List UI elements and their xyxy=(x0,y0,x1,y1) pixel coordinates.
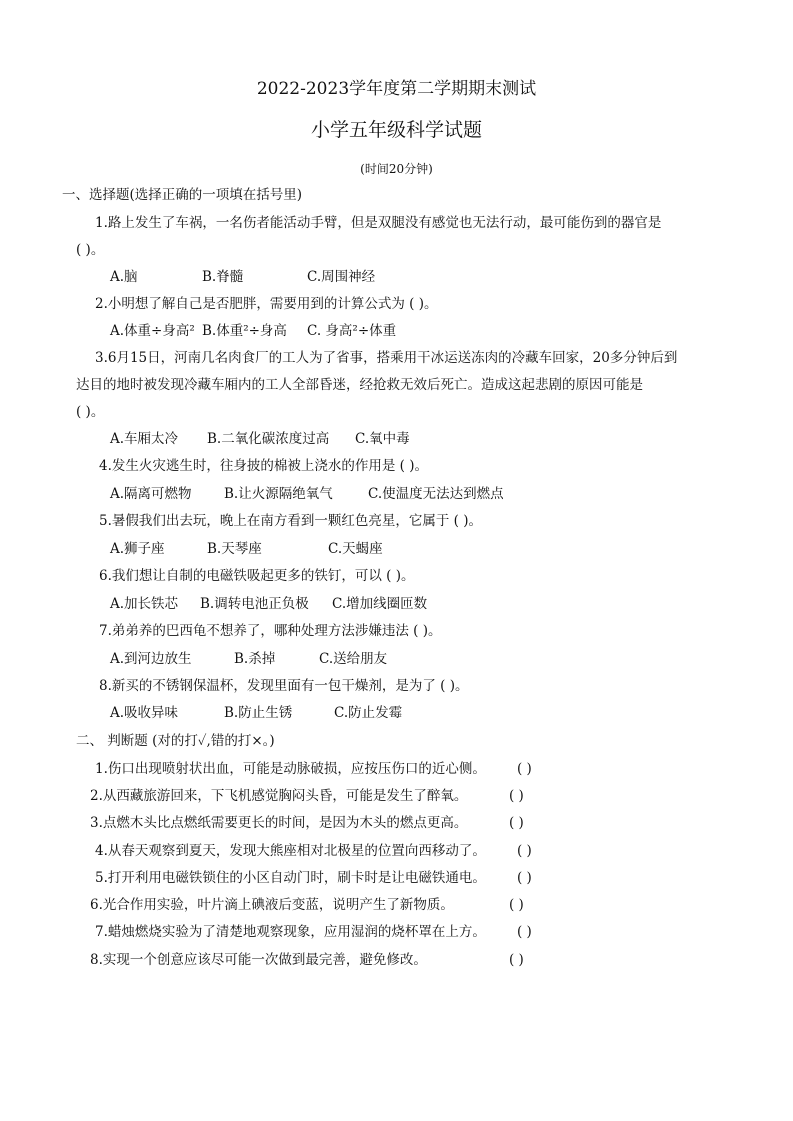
option: B.体重²÷身高 xyxy=(202,323,287,339)
option: C.送给朋友 xyxy=(319,651,388,667)
answer-blank[interactable]: ( ) xyxy=(509,952,524,968)
judge-item: 8.实现一个创意应该尽可能一次做到最完善，避免修改。 xyxy=(90,952,427,968)
option: B.调转电池正负极 xyxy=(200,596,309,612)
question-line: 5.暑假我们出去玩，晚上在南方看到一颗红色亮星，它属于 ( )。 xyxy=(99,513,482,529)
option: A.车厢太冷 xyxy=(110,431,179,447)
question-line: ( )。 xyxy=(76,242,105,258)
option: A.吸收异味 xyxy=(110,705,179,721)
section1-heading: 一、选择题(选择正确的一项填在括号里) xyxy=(62,187,303,203)
option: B.天琴座 xyxy=(207,541,262,557)
question-line: 4.发生火灾逃生时，往身披的棉被上浇水的作用是 ( )。 xyxy=(99,458,428,474)
judge-item: 1.伤口出现喷射状出血，可能是动脉破损，应按压伤口的近心侧。 xyxy=(95,761,486,777)
exam-title: 2022-2023学年度第二学期期末测试 xyxy=(256,79,537,99)
question-line: 7.弟弟养的巴西龟不想养了，哪种处理方法涉嫌违法 ( )。 xyxy=(99,623,442,639)
option: C.增加线圈匝数 xyxy=(332,596,428,612)
exam-time: (时间20分钟) xyxy=(360,162,433,176)
answer-blank[interactable]: ( ) xyxy=(517,843,532,859)
question-line: 3.6月15日，河南几名肉食厂的工人为了省事，搭乘用干冰运送冻肉的冷藏车回家，20多分钟后到 xyxy=(95,350,678,366)
section2-heading: 二、 判断题 (对的打✓,错的打×。) xyxy=(76,733,275,749)
option: A.加长铁芯 xyxy=(110,596,179,612)
question-line: 2.小明想了解自己是否肥胖，需要用到的计算公式为 ( )。 xyxy=(95,296,438,312)
option: B.杀掉 xyxy=(234,651,276,667)
judge-item: 2.从西藏旅游回来，下飞机感觉胸闷头昏，可能是发生了醉氧。 xyxy=(90,788,468,804)
option: A.脑 xyxy=(110,269,138,285)
option: B.二氧化碳浓度过高 xyxy=(207,431,330,447)
question-line: 1.路上发生了车祸，一名伤者能活动手臂，但是双腿没有感觉也无法行动，最可能伤到的器官是 xyxy=(95,215,662,231)
option: C. 身高²÷体重 xyxy=(307,323,397,339)
option: A.隔离可燃物 xyxy=(110,486,192,502)
question-line: 达目的地时被发现冷藏车厢内的工人全部昏迷，经抢救无效后死亡。造成这起悲剧的原因可能是 xyxy=(76,377,643,393)
option: A.体重÷身高² xyxy=(110,323,195,339)
judge-item: 3.点燃木头比点燃纸需要更长的时间，是因为木头的燃点更高。 xyxy=(90,815,468,831)
answer-blank[interactable]: ( ) xyxy=(517,924,532,940)
option: A.到河边放生 xyxy=(110,651,192,667)
answer-blank[interactable]: ( ) xyxy=(509,897,524,913)
judge-item: 6.光合作用实验，叶片滴上碘液后变蓝，说明产生了新物质。 xyxy=(90,897,454,913)
option: C.使温度无法达到燃点 xyxy=(368,486,504,502)
option: C.氧中毒 xyxy=(355,431,410,447)
answer-blank[interactable]: ( ) xyxy=(509,788,524,804)
answer-blank[interactable]: ( ) xyxy=(517,761,532,777)
question-line: ( )。 xyxy=(76,404,105,420)
option: C.天蝎座 xyxy=(328,541,383,557)
option: C.防止发霉 xyxy=(334,705,403,721)
option: B.防止生锈 xyxy=(224,705,293,721)
answer-blank[interactable]: ( ) xyxy=(509,815,524,831)
judge-item: 7.蜡烛燃烧实验为了清楚地观察现象，应用湿润的烧杯罩在上方。 xyxy=(95,924,486,940)
question-line: 6.我们想让自制的电磁铁吸起更多的铁钉，可以 ( )。 xyxy=(99,568,415,584)
exam-subtitle: 小学五年级科学试题 xyxy=(310,119,482,141)
option: B.脊髓 xyxy=(202,269,244,285)
option: A.狮子座 xyxy=(110,541,165,557)
answer-blank[interactable]: ( ) xyxy=(517,870,532,886)
judge-item: 4.从春天观察到夏天，发现大熊座相对北极星的位置向西移动了。 xyxy=(95,843,486,859)
judge-item: 5.打开利用电磁铁锁住的小区自动门时，刷卡时是让电磁铁通电。 xyxy=(95,870,486,886)
option: C.周围神经 xyxy=(307,269,376,285)
option: B.让火源隔绝氧气 xyxy=(224,486,333,502)
question-line: 8.新买的不锈钢保温杯，发现里面有一包干燥剂，是为了 ( )。 xyxy=(99,678,469,694)
